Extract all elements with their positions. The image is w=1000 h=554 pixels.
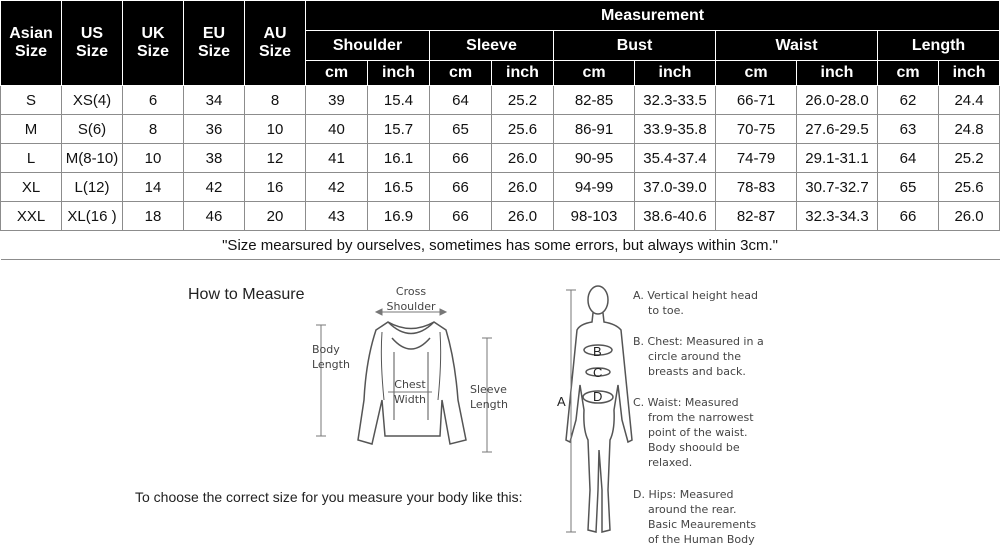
cell-length-cm: 62 — [878, 86, 939, 115]
cell-shoulder-cm: 40 — [306, 115, 368, 144]
cell-uk-size: 18 — [123, 202, 184, 231]
cell-shoulder-inch: 15.4 — [368, 86, 430, 115]
cell-us-size: M(8-10) — [62, 144, 123, 173]
figure-letter-d: D — [593, 389, 603, 404]
instruction-text: To choose the correct size for you measure your body like this: — [135, 489, 523, 505]
cell-length-cm: 65 — [878, 173, 939, 202]
cell-waist-inch: 29.1-31.1 — [797, 144, 878, 173]
cell-length-inch: 25.2 — [939, 144, 1000, 173]
cell-waist-cm: 74-79 — [716, 144, 797, 173]
cell-uk-size: 14 — [123, 173, 184, 202]
cell-shoulder-inch: 15.7 — [368, 115, 430, 144]
cell-length-cm: 63 — [878, 115, 939, 144]
cell-uk-size: 6 — [123, 86, 184, 115]
cell-waist-cm: 78-83 — [716, 173, 797, 202]
cell-length-inch: 24.4 — [939, 86, 1000, 115]
cell-shoulder-inch: 16.5 — [368, 173, 430, 202]
unit-header: inch — [368, 61, 430, 86]
cell-shoulder-inch: 16.1 — [368, 144, 430, 173]
header-shoulder: Shoulder — [306, 31, 430, 61]
cell-waist-cm: 82-87 — [716, 202, 797, 231]
note-a: A. Vertical height head to toe. — [633, 289, 759, 317]
cell-sleeve-inch: 25.6 — [492, 115, 554, 144]
cell-eu-size: 34 — [184, 86, 245, 115]
cell-au-size: 10 — [245, 115, 306, 144]
cell-waist-inch: 27.6-29.5 — [797, 115, 878, 144]
header-waist: Waist — [716, 31, 878, 61]
cell-sleeve-cm: 66 — [430, 144, 492, 173]
how-to-measure-title: How to Measure — [188, 286, 305, 303]
cell-sleeve-cm: 64 — [430, 86, 492, 115]
cell-shoulder-inch: 16.9 — [368, 202, 430, 231]
cell-sleeve-inch: 26.0 — [492, 173, 554, 202]
figure-letter-a: A — [557, 394, 566, 409]
cell-eu-size: 38 — [184, 144, 245, 173]
cell-sleeve-inch: 26.0 — [492, 144, 554, 173]
unit-header: inch — [797, 61, 878, 86]
chest-width-label: Chest Width — [394, 378, 426, 406]
cell-length-inch: 26.0 — [939, 202, 1000, 231]
cell-bust-inch: 32.3-33.5 — [635, 86, 716, 115]
cell-length-inch: 25.6 — [939, 173, 1000, 202]
unit-header: cm — [878, 61, 939, 86]
measurement-note: "Size mearsured by ourselves, sometimes has some errors, but always within 3cm." — [1, 231, 1000, 260]
unit-header: inch — [635, 61, 716, 86]
header-asian-size: Asian Size — [1, 1, 62, 86]
unit-header: inch — [939, 61, 1000, 86]
cell-waist-inch: 30.7-32.7 — [797, 173, 878, 202]
unit-header: cm — [716, 61, 797, 86]
figure-letter-c: C — [593, 365, 603, 380]
cell-bust-inch: 35.4-37.4 — [635, 144, 716, 173]
cell-sleeve-inch: 26.0 — [492, 202, 554, 231]
body-length-label: Body Length — [312, 343, 350, 371]
cell-uk-size: 10 — [123, 144, 184, 173]
cell-us-size: S(6) — [62, 115, 123, 144]
header-sleeve: Sleeve — [430, 31, 554, 61]
cell-asian-size: M — [1, 115, 62, 144]
unit-header: cm — [430, 61, 492, 86]
figure-letter-b: B — [593, 344, 602, 359]
cell-shoulder-cm: 43 — [306, 202, 368, 231]
cell-bust-inch: 33.9-35.8 — [635, 115, 716, 144]
unit-header: cm — [306, 61, 368, 86]
header-uk-size: UK Size — [123, 1, 184, 86]
cell-bust-cm: 82-85 — [554, 86, 635, 115]
cell-asian-size: XL — [1, 173, 62, 202]
cell-bust-inch: 38.6-40.6 — [635, 202, 716, 231]
cell-waist-inch: 32.3-34.3 — [797, 202, 878, 231]
cell-waist-cm: 70-75 — [716, 115, 797, 144]
cell-waist-cm: 66-71 — [716, 86, 797, 115]
cell-au-size: 8 — [245, 86, 306, 115]
cell-uk-size: 8 — [123, 115, 184, 144]
sleeve-length-label: Sleeve Length — [470, 383, 508, 411]
cell-bust-inch: 37.0-39.0 — [635, 173, 716, 202]
cell-asian-size: S — [1, 86, 62, 115]
note-b: B. Chest: Measured in a circle around the breasts and back. — [633, 335, 764, 378]
unit-header: cm — [554, 61, 635, 86]
human-figure — [566, 286, 632, 532]
cell-bust-cm: 90-95 — [554, 144, 635, 173]
cell-eu-size: 42 — [184, 173, 245, 202]
cell-us-size: XL(16 ) — [62, 202, 123, 231]
cell-au-size: 16 — [245, 173, 306, 202]
cell-waist-inch: 26.0-28.0 — [797, 86, 878, 115]
cross-shoulder-label: Cross Shoulder — [386, 285, 436, 313]
cell-sleeve-cm: 65 — [430, 115, 492, 144]
cell-asian-size: XXL — [1, 202, 62, 231]
cell-us-size: L(12) — [62, 173, 123, 202]
header-length: Length — [878, 31, 1000, 61]
header-au-size: AU Size — [245, 1, 306, 86]
cell-au-size: 12 — [245, 144, 306, 173]
cell-shoulder-cm: 39 — [306, 86, 368, 115]
cell-asian-size: L — [1, 144, 62, 173]
note-d: D. Hips: Measured around the rear. Basic Meaurements of the Human Body — [633, 488, 757, 546]
cell-eu-size: 36 — [184, 115, 245, 144]
cell-shoulder-cm: 41 — [306, 144, 368, 173]
header-eu-size: EU Size — [184, 1, 245, 86]
cell-bust-cm: 98-103 — [554, 202, 635, 231]
height-arrow — [566, 290, 576, 532]
cell-bust-cm: 94-99 — [554, 173, 635, 202]
cell-au-size: 20 — [245, 202, 306, 231]
cell-sleeve-cm: 66 — [430, 202, 492, 231]
unit-header: inch — [492, 61, 554, 86]
header-us-size: US Size — [62, 1, 123, 86]
cell-bust-cm: 86-91 — [554, 115, 635, 144]
cell-eu-size: 46 — [184, 202, 245, 231]
cell-length-inch: 24.8 — [939, 115, 1000, 144]
cell-sleeve-inch: 25.2 — [492, 86, 554, 115]
note-c: C. Waist: Measured from the narrowest point of the waist. Body shoould be relaxed. — [633, 396, 754, 469]
cell-length-cm: 66 — [878, 202, 939, 231]
cell-sleeve-cm: 66 — [430, 173, 492, 202]
cell-length-cm: 64 — [878, 144, 939, 173]
cell-shoulder-cm: 42 — [306, 173, 368, 202]
header-measurement: Measurement — [306, 1, 1000, 31]
header-bust: Bust — [554, 31, 716, 61]
cell-us-size: XS(4) — [62, 86, 123, 115]
